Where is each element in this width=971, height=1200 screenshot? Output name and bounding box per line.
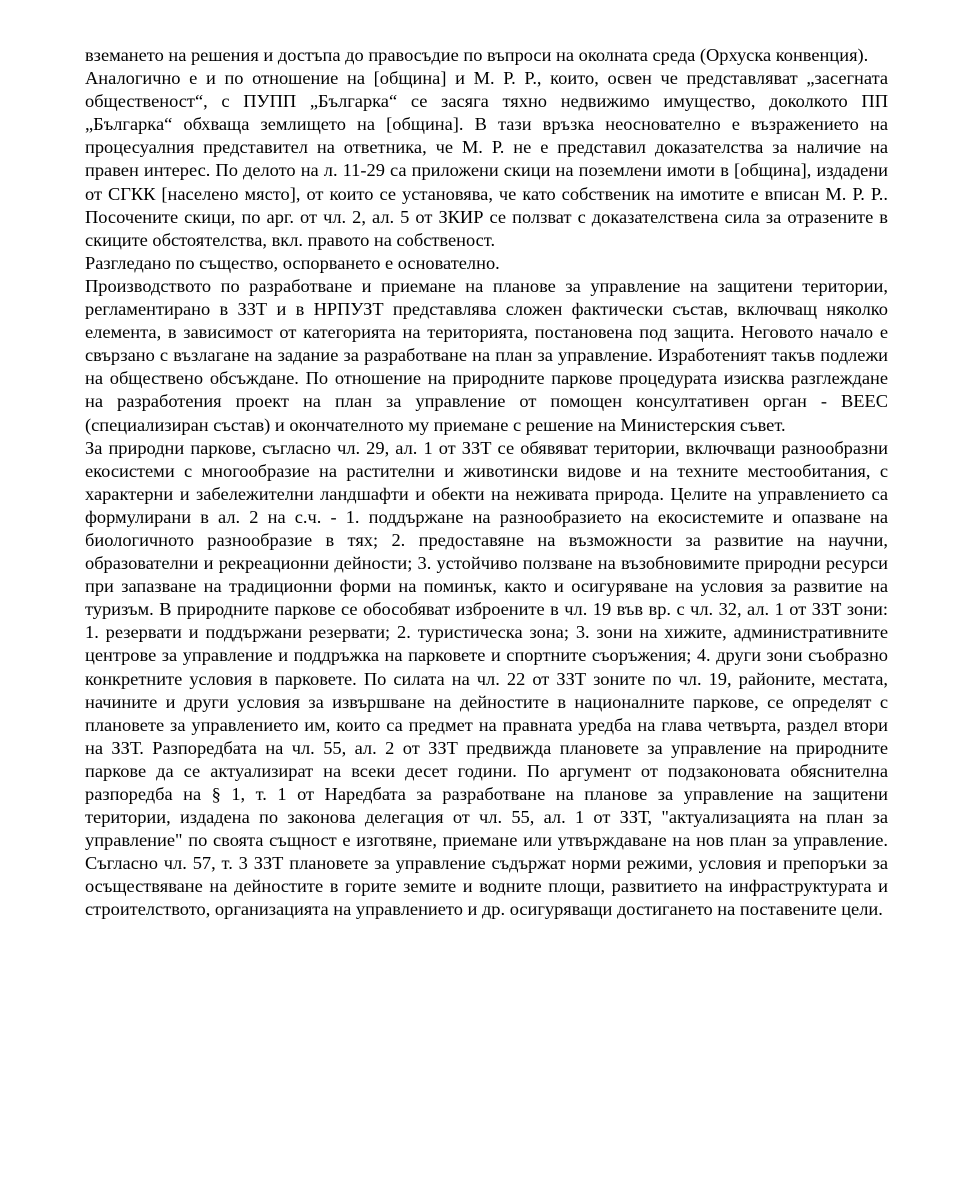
paragraph-procedure: Производството по разработване и приемане на планове за управление на защитени територии, регламентирано в ЗЗТ и в НРПУЗТ представлява сложен фактически състав, включващ няколко елемента, в зависимост от категорията на територията, постановена под защита. Неговото начало е свързано с възлагане на задание за разработване на план за управление. Изработеният такъв подлежи на обществено обсъждане. По отношение на природните паркове процедурата изисква разглеждане на разработения проект на план за управление от помощен консултативен орган - ВЕЕС (специализиран състав) и окончателното му приемане с решение на Министерския съвет. xyxy=(85,275,888,435)
document-page xyxy=(85,44,888,922)
paragraph-merits: Разгледано по същество, оспорването е основателно. xyxy=(85,252,500,273)
paragraph-legal-interest: Аналогично е и по отношение на [община] и М. Р. Р., които, освен че представляват „засегната общественост“, с ПУПП „Българка“ се засяга тяхно недвижимо имущество, доколкото ПП „Българка“ обхваща землището на [община]. В тази връзка неоснователно е възражението на процесуалния представител на ответника, че М. Р. не е представил доказателства за наличие на правен интерес. По делото на л. 11-29 са приложени скици на поземлени имоти в [община], издадени от СГКК [населено място], от които се установява, че като собственик на имотите е вписан М. Р. Р.. Посочените скици, по арг. от чл. 2, ал. 5 от ЗКИР се ползват с доказателствена сила за отразените в скиците обстоятелства, вкл. правото на собственост. xyxy=(85,68,888,250)
paragraph-nature-parks: За природни паркове, съгласно чл. 29, ал. 1 от ЗЗТ се обявяват територии, включващи разнообразни екосистеми с многообразие на растителни и животински видове и на техните местообитания, с характерни и забележителни ландшафти и обекти на неживата природа. Целите на управлението са формулирани в ал. 2 на с.ч. - 1. поддържане на разнообразието на екосистемите и опазване на биологичното разнообразие в тях; 2. предоставяне на възможности за развитие на научни, образователни и рекреационни дейности; 3. устойчиво ползване на възобновимите природни ресурси при запазване на традиционни форми на поминък, както и осигуряване на условия за развитие на туризъм. В природните паркове се обособяват изброените в чл. 19 във вр. с чл. 32, ал. 1 от ЗЗТ зони: 1. резервати и поддържани резервати; 2. туристическа зона; 3. зони на хижите, административните центрове за управление и поддръжка на парковете и спортните съоръжения; 4. други зони съобразно конкретните условия в парковете. По силата на чл. 22 от ЗЗТ зоните по чл. 19, районите, местата, начините и други условия за извършване на дейностите в националните паркове, се определят с плановете за управлението им, които са предмет на правната уредба на глава четвърта, раздел втори на ЗЗТ. Разпоредбата на чл. 55, ал. 2 от ЗЗТ предвижда плановете за управление на природните паркове да се актуализират на всеки десет години. По аргумент от подзаконовата обяснителна разпоредба на § 1, т. 1 от Наредбата за разработване на планове за управление на защитени територии, издадена по законова делегация от чл. 55, ал. 1 от ЗЗТ, "актуализацията на план за управление" по своята същност е изготвяне, приемане или утвърждаване на нов план за управление. Съгласно чл. 57, т. 3 ЗЗТ плановете за управление съдържат норми режими, условия и препоръки за осъществяване на дейностите в горите земите и водните площи, развитието на инфраструктурата и строителството, организацията на управлението и др. осигуряващи достигането на поставените цели. xyxy=(85,437,888,920)
paragraph-aarhus-convention: вземането на решения и достъпа до правосъдие по въпроси на околната среда (Орхуска конвенция). xyxy=(85,45,869,65)
